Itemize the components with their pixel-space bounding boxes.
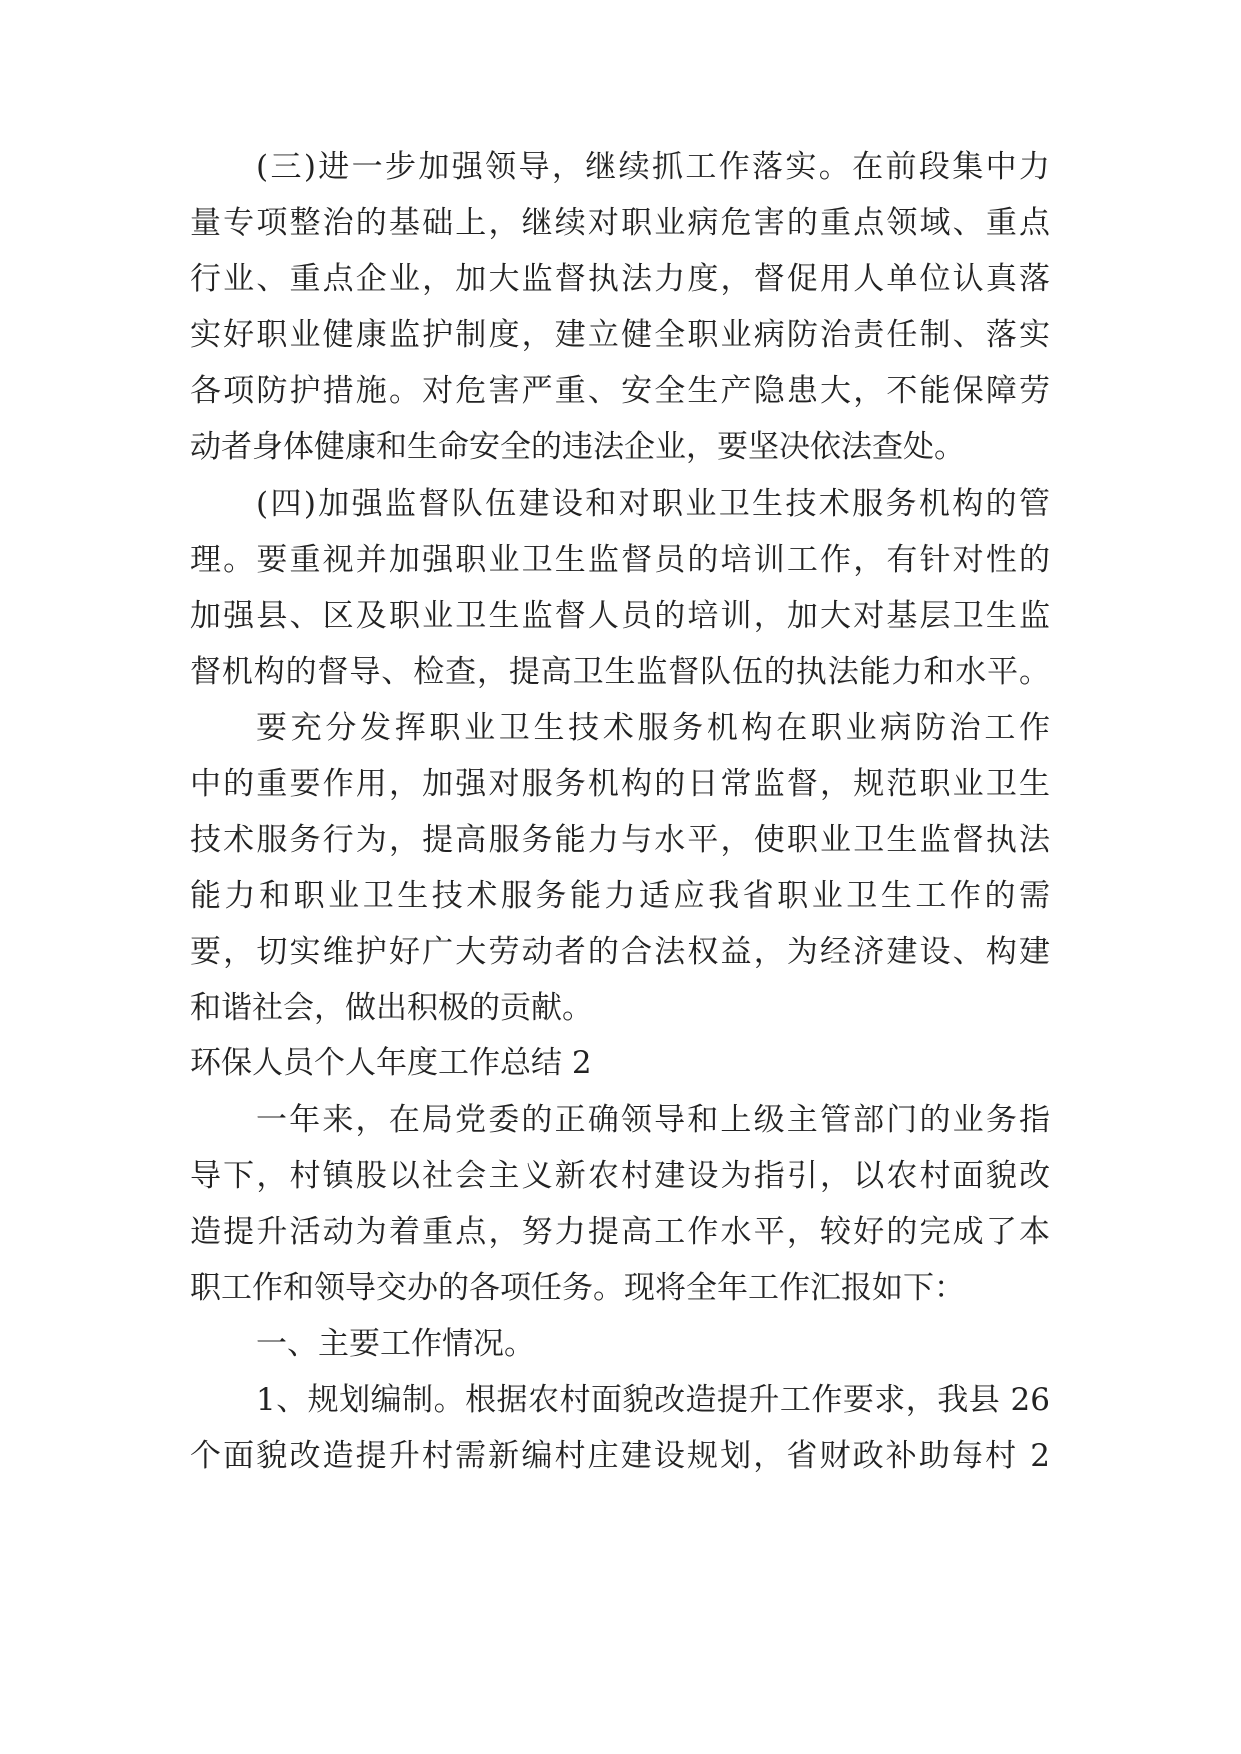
paragraph-3-line-3: 行业、重点企业，加大监督执法力度，督促用人单位认真落 [190, 261, 1050, 297]
paragraph-5-line-6: 和谐社会，做出积极的贡献。 [190, 990, 593, 1026]
section-title: 环保人员个人年度工作总结 2 [190, 1045, 592, 1081]
intro-line-1: 一年来，在局党委的正确领导和上级主管部门的业务指 [256, 1102, 1050, 1138]
intro-line-4: 职工作和领导交办的各项任务。现将全年工作汇报如下： [190, 1270, 965, 1306]
paragraph-3-line-2: 量专项整治的基础上，继续对职业病危害的重点领域、重点 [190, 205, 1050, 241]
item-1-line-2: 个面貌改造提升村需新编村庄建设规划，省财政补助每村 2 [190, 1438, 1050, 1474]
paragraph-4-line-2: 理。要重视并加强职业卫生监督员的培训工作，有针对性的 [190, 542, 1050, 578]
intro-line-3: 造提升活动为着重点，努力提高工作水平，较好的完成了本 [190, 1214, 1050, 1250]
paragraph-3-line-6: 动者身体健康和生命安全的违法企业，要坚决依法查处。 [190, 429, 965, 465]
paragraph-3-line-1: (三)进一步加强领导，继续抓工作落实。在前段集中力 [256, 149, 1050, 185]
paragraph-4-line-1: (四)加强监督队伍建设和对职业卫生技术服务机构的管 [256, 486, 1050, 522]
paragraph-4-line-3: 加强县、区及职业卫生监督人员的培训，加大对基层卫生监 [190, 598, 1050, 634]
paragraph-5-line-2: 中的重要作用，加强对服务机构的日常监督，规范职业卫生 [190, 766, 1050, 802]
paragraph-5-line-3: 技术服务行为，提高服务能力与水平，使职业卫生监督执法 [190, 822, 1050, 858]
paragraph-5-line-5: 要，切实维护好广大劳动者的合法权益，为经济建设、构建 [190, 934, 1050, 970]
paragraph-3-line-5: 各项防护措施。对危害严重、安全生产隐患大，不能保障劳 [190, 373, 1050, 409]
paragraph-3-line-4: 实好职业健康监护制度，建立健全职业病防治责任制、落实 [190, 317, 1050, 353]
paragraph-5-line-1: 要充分发挥职业卫生技术服务机构在职业病防治工作 [256, 710, 1050, 746]
paragraph-5-line-4: 能力和职业卫生技术服务能力适应我省职业卫生工作的需 [190, 878, 1050, 914]
paragraph-4-line-4: 督机构的督导、检查，提高卫生监督队伍的执法能力和水平。 [190, 654, 1050, 690]
item-1-line-1: 1、规划编制。根据农村面貌改造提升工作要求，我县 26 [256, 1382, 1050, 1418]
intro-line-2: 导下，村镇股以社会主义新农村建设为指引，以农村面貌改 [190, 1158, 1050, 1194]
subheading-main-work: 一、主要工作情况。 [256, 1326, 535, 1362]
